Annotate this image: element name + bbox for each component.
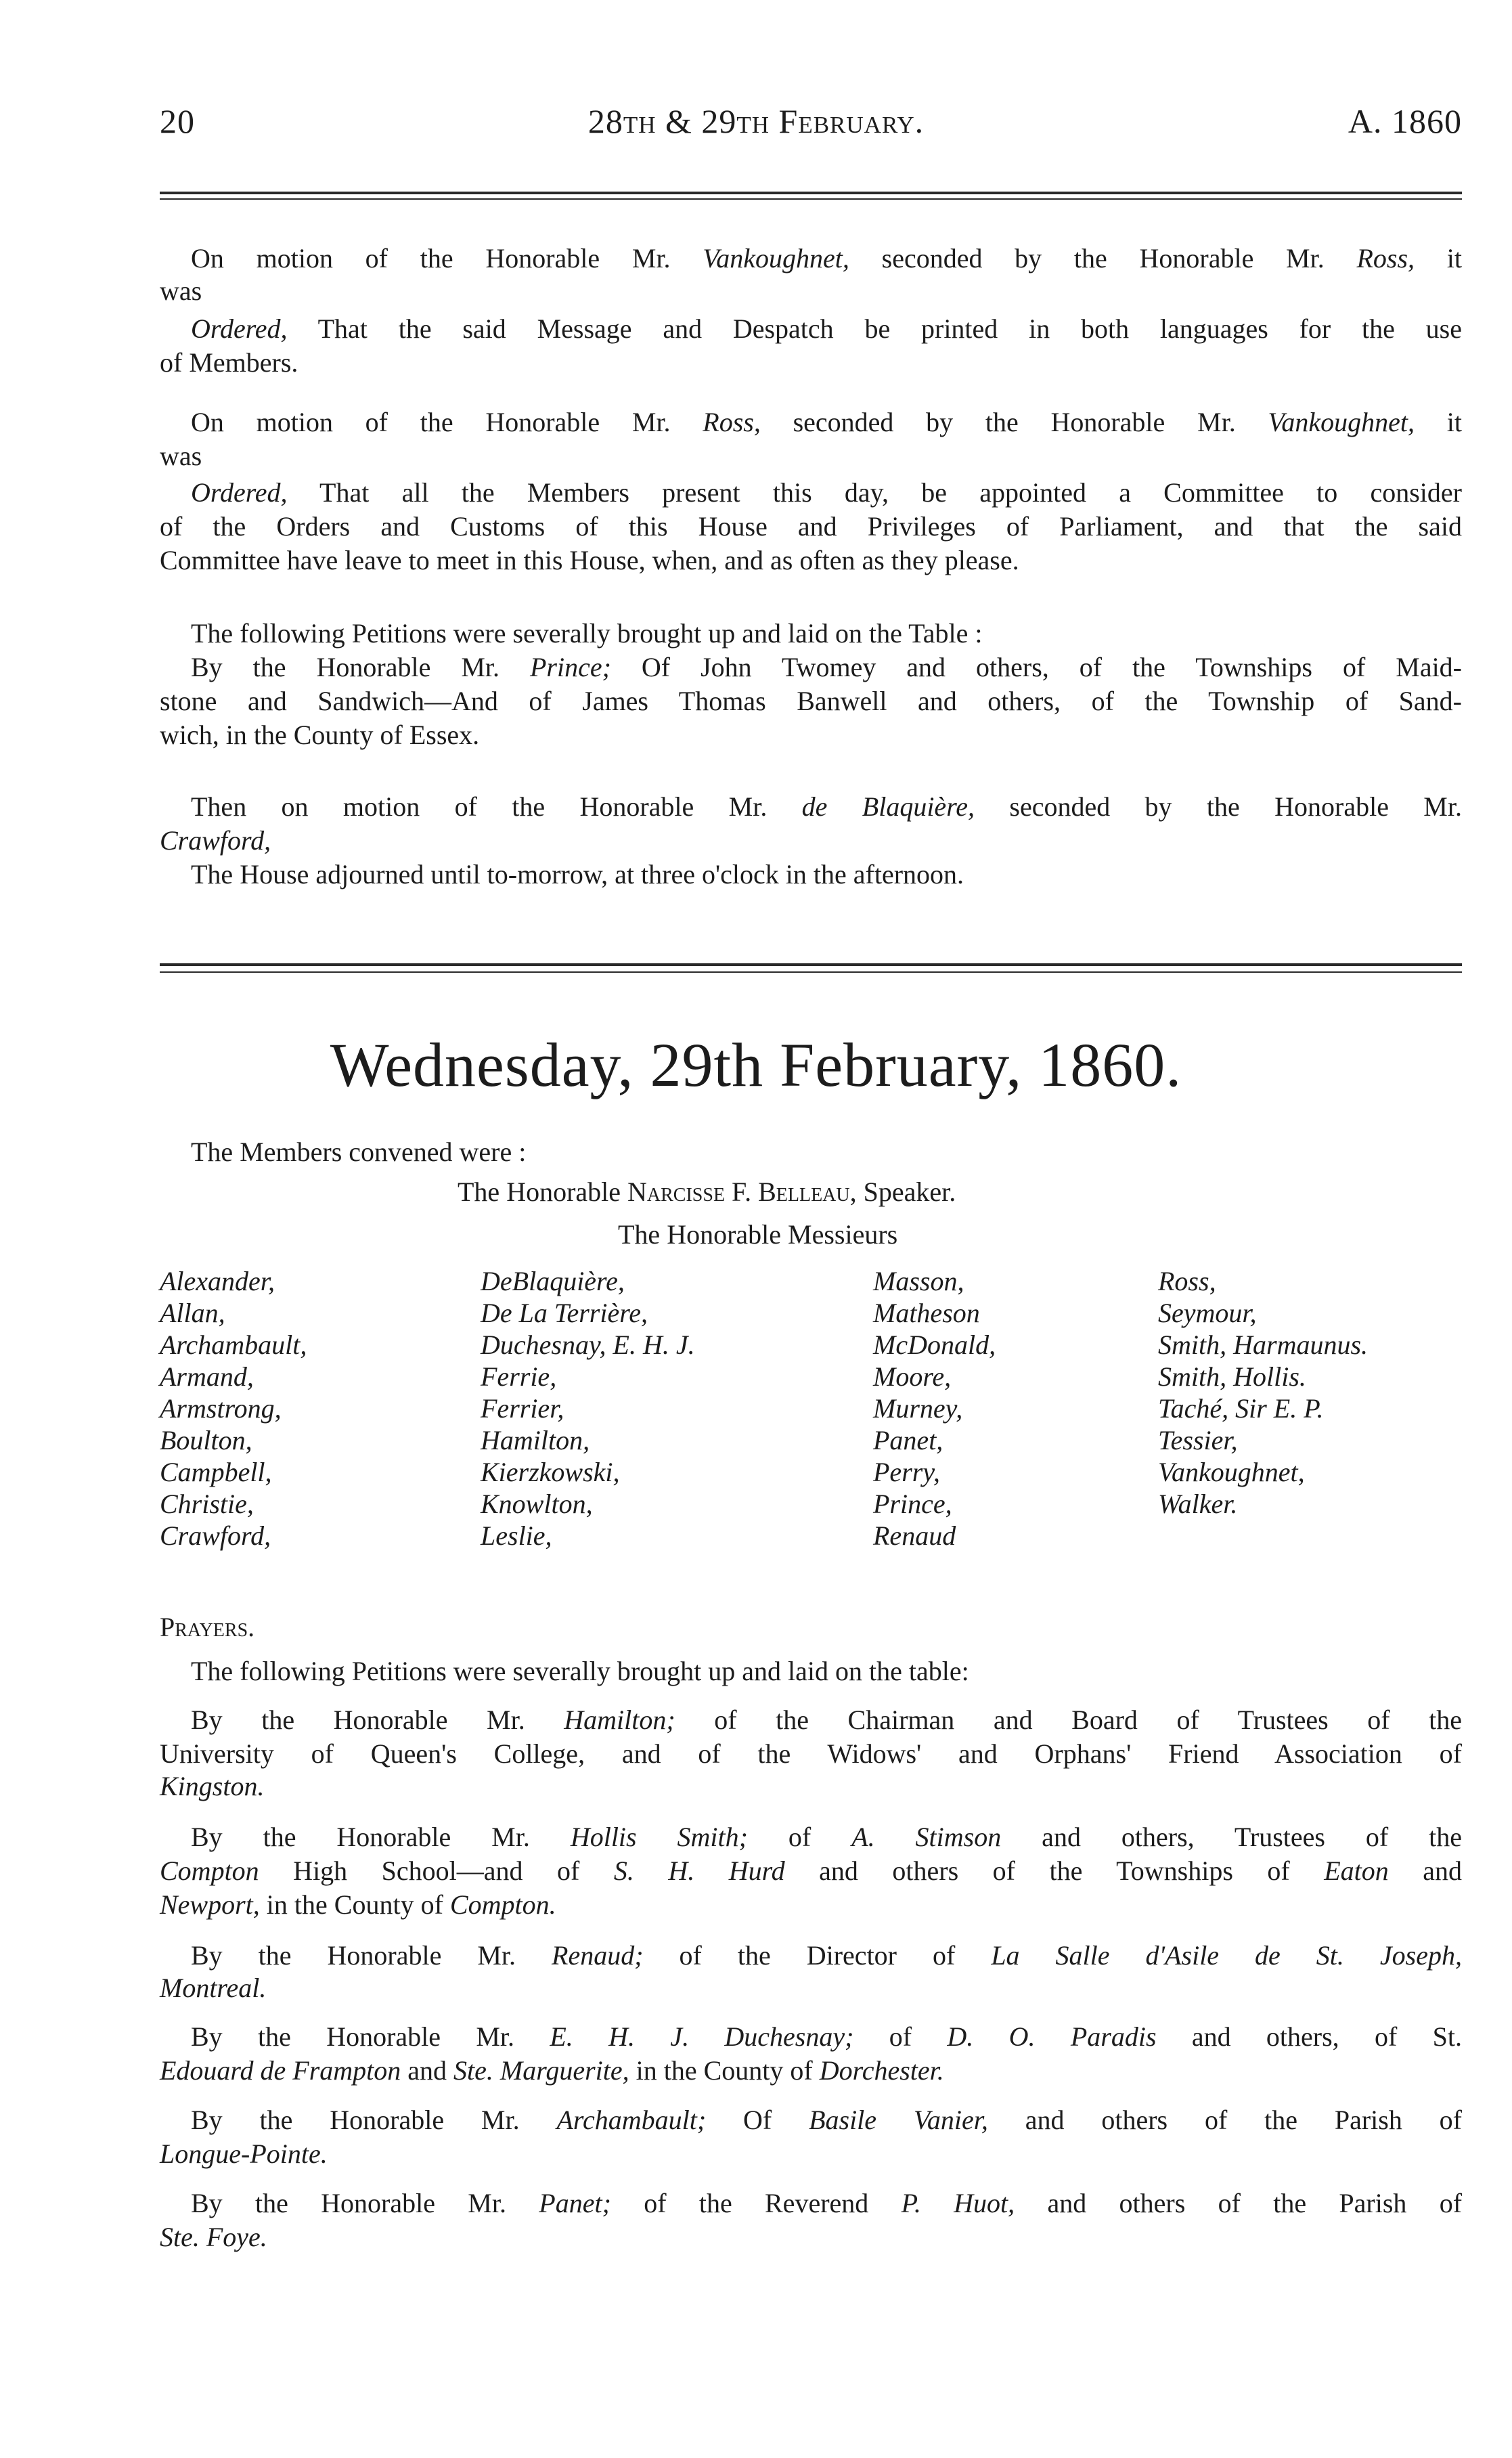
prayers-heading: Prayers. bbox=[160, 1612, 255, 1642]
member-name: McDonald, bbox=[873, 1330, 996, 1360]
member-name: Hamilton, bbox=[481, 1425, 590, 1455]
member-name: Alexander, bbox=[160, 1266, 275, 1296]
member-name: Perry, bbox=[873, 1457, 940, 1487]
petition-prince-line-2: stone and Sandwich—And of James Thomas Banwell and others, of the Township of Sand- bbox=[160, 686, 1462, 716]
motion-2-line-1: On motion of the Honorable Mr. Ross, seconded by the Honorable Mr. Vankoughnet, it bbox=[191, 407, 1462, 437]
member-name: Prince, bbox=[873, 1489, 952, 1519]
members-column-1 bbox=[160, 1265, 307, 1552]
members-column-2 bbox=[481, 1265, 695, 1552]
petition-panet-line-2: Ste. Foye. bbox=[160, 2222, 267, 2252]
petition-smith-line-2: Compton High School—and of S. H. Hurd and others of the Townships of Eaton and bbox=[160, 1856, 1462, 1886]
member-name: Vankoughnet, bbox=[1158, 1457, 1305, 1487]
member-name: Crawford, bbox=[160, 1520, 271, 1551]
petition-prince-line-3: wich, in the County of Essex. bbox=[160, 720, 480, 750]
member-name: Smith, Hollis. bbox=[1158, 1361, 1306, 1392]
adjournment-line-3: The House adjourned until to-morrow, at three o'clock in the afternoon. bbox=[191, 859, 964, 890]
petition-smith-line-3: Newport, in the County of Compton. bbox=[160, 1889, 556, 1920]
member-name: Leslie, bbox=[481, 1520, 552, 1551]
members-column-4 bbox=[1158, 1265, 1368, 1520]
member-name: Matheson bbox=[873, 1298, 980, 1328]
member-name: Kierzkowski, bbox=[481, 1457, 620, 1487]
member-name: Moore, bbox=[873, 1361, 952, 1392]
member-name: De La Terrière, bbox=[481, 1298, 648, 1328]
member-name: Ferrier, bbox=[481, 1393, 564, 1424]
petition-hamilton-line-1: By the Honorable Mr. Hamilton; of the Chairman and Board of Trustees of the bbox=[191, 1705, 1462, 1735]
member-name: Ferrie, bbox=[481, 1361, 557, 1392]
member-name: Allan, bbox=[160, 1298, 225, 1328]
member-name: Christie, bbox=[160, 1489, 254, 1519]
members-convened: The Members convened were : bbox=[191, 1137, 527, 1167]
member-name: Duchesnay, E. H. J. bbox=[481, 1330, 695, 1360]
motion-1-line-2: was bbox=[160, 276, 202, 306]
page-number: 20 bbox=[160, 102, 195, 140]
petitions-intro-1: The following Petitions were severally brought up and laid on the Table : bbox=[191, 618, 983, 649]
running-year: A. 1860 bbox=[1348, 102, 1462, 140]
motion-1-order-line-2: of Members. bbox=[160, 347, 298, 378]
member-name: Campbell, bbox=[160, 1457, 272, 1487]
petition-panet-line-1: By the Honorable Mr. Panet; of the Reverend P. Huot, and others of the Parish of bbox=[191, 2188, 1463, 2218]
section-rule-bottom bbox=[160, 971, 1462, 973]
member-name: Renaud bbox=[873, 1520, 956, 1551]
member-name: Tessier, bbox=[1158, 1425, 1238, 1455]
motion-1-line-1: On motion of the Honorable Mr. Vankoughnet, seconded by the Honorable Mr. Ross, it bbox=[191, 243, 1462, 273]
member-name: Armstrong, bbox=[160, 1393, 282, 1424]
speaker-line: The Honorable Narcisse F. Belleau, Speaker. bbox=[458, 1177, 956, 1207]
messieurs-line: The Honorable Messieurs bbox=[618, 1219, 898, 1250]
section-rule-top bbox=[160, 963, 1462, 966]
petition-prince-line-1: By the Honorable Mr. Prince; Of John Twomey and others, of the Townships of Maid- bbox=[191, 652, 1463, 682]
member-name: Archambault, bbox=[160, 1330, 307, 1360]
petition-duchesnay-line-2: Edouard de Frampton and Ste. Marguerite, in the County of Dorchester. bbox=[160, 2055, 944, 2086]
member-name: DeBlaquière, bbox=[481, 1266, 625, 1296]
member-name: Masson, bbox=[873, 1266, 964, 1296]
running-title: 28th & 29th February. bbox=[587, 102, 925, 140]
member-name: Smith, Harmaunus. bbox=[1158, 1330, 1369, 1360]
petition-archambault-line-2: Longue-Pointe. bbox=[160, 2138, 328, 2169]
member-name: Panet, bbox=[873, 1425, 943, 1455]
member-name: Murney, bbox=[873, 1393, 963, 1424]
member-name: Walker. bbox=[1158, 1489, 1238, 1519]
member-name: Armand, bbox=[160, 1361, 254, 1392]
motion-2-order-line-3: Committee have leave to meet in this House, when, and as often as they please. bbox=[160, 545, 1019, 575]
members-column-3 bbox=[873, 1265, 996, 1552]
petitions-intro-2: The following Petitions were severally brought up and laid on the table: bbox=[191, 1656, 969, 1686]
petition-smith-line-1: By the Honorable Mr. Hollis Smith; of A. Stimson and others, Trustees of the bbox=[191, 1822, 1463, 1852]
adjournment-line-2: Crawford, bbox=[160, 825, 271, 856]
member-name: Knowlton, bbox=[481, 1489, 593, 1519]
motion-2-line-2: was bbox=[160, 441, 202, 471]
petition-hamilton-line-3: Kingston. bbox=[160, 1771, 265, 1801]
member-name: Taché, Sir E. P. bbox=[1158, 1393, 1324, 1424]
petition-renaud-line-1: By the Honorable Mr. Renaud; of the Director of La Salle d'Asile de St. Joseph, bbox=[191, 1940, 1462, 1971]
member-name: Ross, bbox=[1158, 1266, 1216, 1296]
day-title: Wednesday, 29th February, 1860. bbox=[330, 1030, 1182, 1099]
adjournment-line-1: Then on motion of the Honorable Mr. de Blaquière, seconded by the Honorable Mr. bbox=[191, 791, 1462, 822]
petition-archambault-line-1: By the Honorable Mr. Archambault; Of Basile Vanier, and others of the Parish of bbox=[191, 2105, 1462, 2135]
motion-2-order-line-2: of the Orders and Customs of this House and Privileges of Parliament, and that the said bbox=[160, 511, 1462, 542]
member-name: Seymour, bbox=[1158, 1298, 1257, 1328]
petition-renaud-line-2: Montreal. bbox=[160, 1973, 267, 2003]
header-rule-top bbox=[160, 192, 1462, 194]
motion-2-order-line-1: Ordered, That all the Members present this day, be appointed a Committee to consider bbox=[191, 477, 1462, 508]
motion-1-order-line-1: Ordered, That the said Message and Despatch be printed in both languages for the use bbox=[191, 313, 1462, 344]
member-name: Boulton, bbox=[160, 1425, 252, 1455]
petition-hamilton-line-2: University of Queen's College, and of the Widows' and Orphans' Friend Association of bbox=[160, 1738, 1462, 1769]
header-rule-bottom bbox=[160, 198, 1462, 200]
petition-duchesnay-line-1: By the Honorable Mr. E. H. J. Duchesnay; of D. O. Paradis and others, of St. bbox=[191, 2021, 1463, 2052]
